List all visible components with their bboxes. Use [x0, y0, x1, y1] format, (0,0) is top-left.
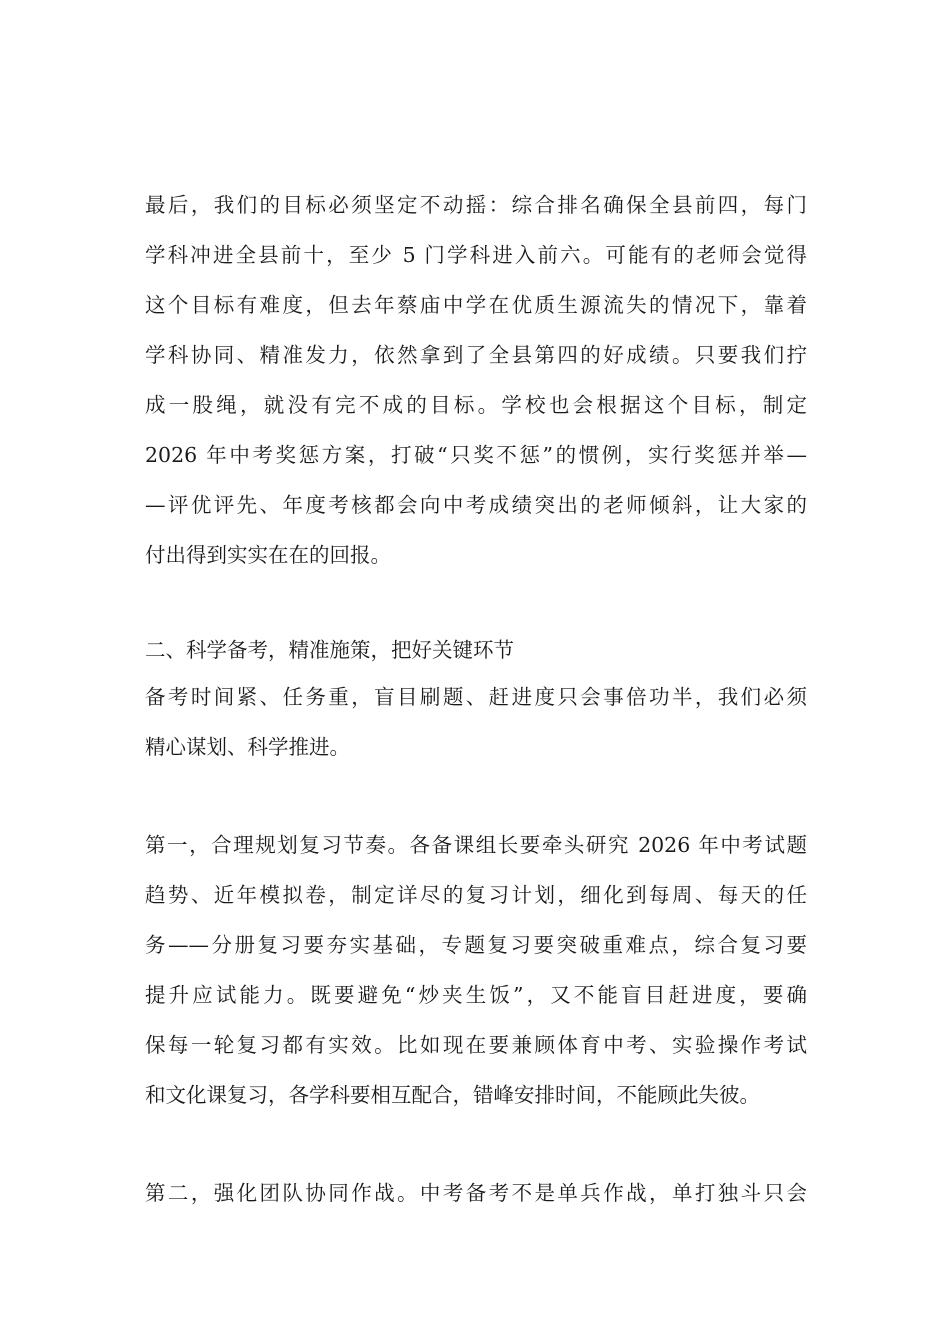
- text-line: 务——分册复习要夯实基础，专题复习要突破重难点，综合复习要: [145, 933, 807, 957]
- text-line: 和文化课复习，各学科要相互配合，错峰安排时间，不能顾此失彼。: [145, 1083, 760, 1107]
- paragraph-spacer: [145, 1120, 807, 1168]
- text-line: 第一，合理规划复习节奏。各备课组长要牵头研究 2026 年中考试题: [145, 833, 807, 857]
- text-line: 保每一轮复习都有实效。比如现在要兼顾体育中考、实验操作考试: [145, 1033, 807, 1057]
- text-line: 学科协同、精准发力，依然拿到了全县第四的好成绩。只要我们拧: [145, 343, 807, 367]
- paragraph-spacer: [145, 772, 807, 820]
- text-line: 备考时间紧、任务重，盲目刷题、赶进度只会事倍功半，我们必须: [145, 685, 807, 709]
- text-line: 这个目标有难度，但去年蔡庙中学在优质生源流失的情况下，靠着: [145, 293, 807, 317]
- text-line: 趋势、近年模拟卷，制定详尽的复习计划，细化到每周、每天的任: [145, 883, 807, 907]
- paragraph-first-point: [145, 820, 807, 1120]
- paragraph-goals: [145, 180, 807, 580]
- text-line: 成一股绳，就没有完不成的目标。学校也会根据这个目标，制定: [145, 393, 807, 417]
- text-line: 2026 年中考奖惩方案，打破“只奖不惩”的惯例，实行奖惩并举—: [145, 443, 807, 467]
- paragraph-intro: [145, 672, 807, 772]
- paragraph-spacer: [145, 580, 807, 628]
- text-line: 付出得到实实在在的回报。: [145, 543, 391, 567]
- document-body: [145, 180, 807, 1218]
- text-line: 精心谋划、科学推进。: [145, 735, 350, 759]
- paragraph-second-point: [145, 1168, 807, 1218]
- text-line: 学科冲进全县前十，至少 5 门学科进入前六。可能有的老师会觉得: [145, 243, 807, 267]
- text-line: 最后，我们的目标必须坚定不动摇：综合排名确保全县前四，每门: [145, 193, 807, 217]
- text-line: 提升应试能力。既要避免“炒夹生饭”，又不能盲目赶进度，要确: [145, 983, 807, 1007]
- text-line: —评优评先、年度考核都会向中考成绩突出的老师倾斜，让大家的: [145, 493, 807, 517]
- section-heading: 二、科学备考，精准施策，把好关键环节: [145, 638, 514, 662]
- text-line: 第二，强化团队协同作战。中考备考不是单兵作战，单打独斗只会: [145, 1181, 807, 1205]
